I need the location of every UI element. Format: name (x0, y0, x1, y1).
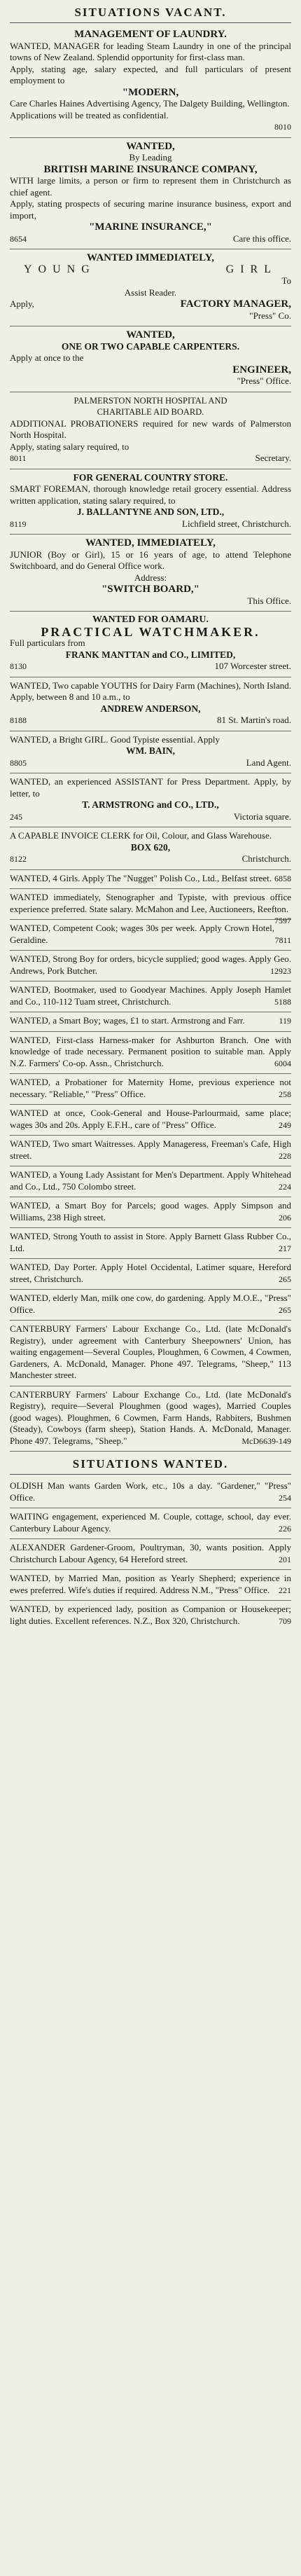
ad-firm: T. ARMSTRONG and CO., LTD., (82, 799, 219, 810)
ad-body: A CAPABLE INVOICE CLERK for Oil, Colour, and Glass Warehouse. (10, 830, 272, 841)
ad-maternity-probationer (10, 1074, 291, 1105)
ad-body: ALEXANDER Gardener-Groom, Poultryman, 30, wants position. Apply Christchurch Labour Agency, 64 Hereford street. (10, 1542, 291, 1564)
ad-body: WANTED, a Probationer for Maternity Home, previous experience not necessary. "Reliable," "Press" Office. (10, 1077, 291, 1099)
ad-carpenters (10, 326, 291, 392)
ad-firm: BRITISH MARINE INSURANCE COMPANY, (43, 163, 258, 175)
ad-firm: FRANK MANTTAN and CO., LIMITED, (65, 649, 236, 660)
ad-press: "Press" Co. (249, 310, 291, 321)
ad-harness-maker (10, 1032, 291, 1075)
ad-number: 8011 (10, 453, 27, 463)
ad-number: 258 (279, 1089, 291, 1099)
ad-city: Christchurch. (241, 853, 291, 864)
ad-bright-girl (10, 731, 291, 774)
ad-number: 709 (279, 1616, 291, 1626)
ad-yearly-shepherd (10, 1570, 291, 1601)
ad-number: 12923 (270, 965, 291, 976)
ad-competent-cook (10, 920, 291, 951)
ad-body: CANTERBURY Farmers' Labour Exchange Co., Ltd. (late McDonald's Registry), under agreement with Canterbury Sheepowners' Union, has waiting engagement—Several Couples, Ploughmen, 6 Cowmen, 4 Cowmen, Gardeners, A. McDonald, Manager. Phone 497. Telegrams, "Sheep," 113 Manchester street. (10, 1323, 291, 1380)
ad-body: OLDISH Man wants Garden Work, etc., 10s a day. "Gardener," "Press" Office. (10, 1480, 291, 1503)
ad-number: 6858 (274, 873, 291, 883)
ad-country-store-foreman (10, 469, 291, 535)
ad-addr: Lichfield street, Christchurch. (182, 518, 291, 529)
ad-polish-girls (10, 870, 291, 890)
ad-stenographer (10, 889, 291, 925)
ad-laundry-manager (10, 26, 291, 138)
ad-body: WANTED, Strong Youth to assist in Store. Apply Barnett Glass Rubber Co., Ltd. (10, 1231, 291, 1253)
ad-number: 254 (279, 1492, 291, 1503)
ad-number: 5188 (274, 996, 291, 1007)
ad-waitresses (10, 1136, 291, 1166)
ad-labour-exchange-2 (10, 1386, 291, 1452)
ad-apply: Apply, stating age, salary expected, and full particulars of present employment to (10, 63, 291, 85)
ad-org-line1: PALMERSTON NORTH HOSPITAL AND (74, 395, 227, 406)
ad-office: This Office. (247, 595, 291, 606)
ad-body: WANTED, First-class Harness-maker for Ashburton Branch. One with knowledge of trade necessary. Permanent position to suitable man. Apply N.Z. Farmers' Co-op. Assn., Christchurch. (10, 1034, 291, 1068)
ad-body: SMART FOREMAN, thorough knowledge retail grocery essential. Address written application, stating salary required, to (10, 483, 291, 506)
ad-number: 8805 (10, 757, 27, 768)
ad-number: 226 (279, 1523, 291, 1534)
ad-confidential: Applications will be treated as confidential. (10, 109, 169, 120)
ad-body: WANTED, an experienced ASSISTANT for Press Department. Apply, by letter, to (10, 776, 291, 799)
ad-companion-housekeeper (10, 1601, 291, 1631)
ad-oldish-man (10, 1478, 291, 1508)
ad-body: WANTED at once, Cook-General and House-Parlourmaid, same place; wages 30s and 20s. Apply E.F.H., care of "Press" Office. (10, 1108, 291, 1130)
ad-org-line2: CHARITABLE AID BOARD. (97, 407, 204, 417)
ad-number: 265 (279, 1304, 291, 1315)
ad-body: WANTED, a Young Lady Assistant for Men's Department. Apply Whitehead and Co., Ltd., 750 Colombo street. (10, 1169, 291, 1192)
ad-number: 206 (279, 1212, 291, 1222)
ad-number: 8130 (10, 661, 27, 671)
ad-body: WANTED, 4 Girls. Apply The "Nugget" Polish Co., Ltd., Belfast street. (10, 872, 272, 883)
ad-cook-general (10, 1105, 291, 1136)
ad-number: 8119 (10, 518, 27, 529)
ad-number: 228 (279, 1150, 291, 1161)
ad-body: WANTED, Competent Cook; wages 30s per week. Apply Crown Hotel, Geraldine. (10, 923, 274, 945)
ad-by: By Leading (129, 152, 172, 163)
ad-body: JUNIOR (Boy or Girl), 15 or 16 years of age, to attend Telephone Switchboard, and do General Office work. (10, 549, 291, 571)
ad-dairy-youths (10, 677, 291, 731)
ad-head: WANTED, (126, 140, 175, 152)
ad-body: ADDITIONAL PROBATIONERS required for new wards of Palmerston North Hospital. (10, 418, 291, 440)
ad-body: WANTED, Two smart Waitresses. Apply Manageress, Freeman's Cafe, High street. (10, 1138, 291, 1161)
ad-body: WANTED, Day Porter. Apply Hotel Occidental, Latimer square, Hereford street, Christchurch. (10, 1262, 291, 1284)
ad-body: WANTED, a Smart Boy; wages, £1 to start. Armstrong and Farr. (10, 1015, 245, 1026)
ad-number: 249 (279, 1120, 291, 1130)
ad-word-young: YOUNG (24, 263, 96, 275)
ad-body: WANTED, Two capable YOUTHS for Dairy Farm (Machines), North Island. Apply, between 8 and 10 a.m., to (10, 680, 291, 702)
ad-care: Care Charles Haines Advertising Agency, The Dalgety Building, Wellington. (10, 98, 290, 109)
ad-addr: Victoria square. (233, 811, 291, 822)
ad-body: WANTED, Bootmaker, used to Goodyear Machines. Apply Joseph Hamlet and Co., 110-112 Tuam street, Christchurch. (10, 984, 291, 1007)
ad-number: 265 (279, 1274, 291, 1284)
ad-elderly-man (10, 1290, 291, 1321)
ad-head: WANTED IMMEDIATELY, (87, 252, 214, 263)
ad-body: WANTED, MANAGER for leading Steam Laundry in one of the principal towns of New Zealand. Splendid opportunity for first-class man. (10, 40, 291, 62)
ad-strong-boy-orders (10, 951, 291, 982)
ad-full: Full particulars from (10, 638, 85, 648)
ad-body: WANTED, a Bright GIRL. Good Typiste essential. Apply (10, 733, 220, 745)
ad-day-porter (10, 1259, 291, 1290)
ad-firm: J. BALLANTYNE AND SON, LTD., (76, 507, 225, 517)
section-heading-wanted: SITUATIONS WANTED. (10, 1456, 291, 1475)
ad-addr: 107 Worcester street. (214, 661, 291, 671)
ad-press-assistant (10, 773, 291, 827)
ad-body: WITH large limits, a person or firm to represent them in Christchurch as chief agent. (10, 175, 291, 198)
ad-role: Land Agent. (246, 757, 291, 768)
ad-head: WANTED, (126, 329, 175, 340)
ad-number: 8654 (10, 233, 27, 244)
ad-number: 224 (279, 1181, 291, 1192)
ad-body: PRACTICAL WATCHMAKER. (41, 624, 260, 639)
ad-name: "MARINE INSURANCE," (89, 221, 212, 233)
ad-to: To (281, 275, 291, 286)
ad-apply: Apply, stating prospects of securing marine insurance business, export and import, (10, 198, 291, 221)
ad-bootmaker (10, 982, 291, 1012)
ad-word-girl: GIRL (225, 263, 277, 275)
ad-addr: 81 St. Martin's road. (217, 715, 291, 725)
ad-secretary: Secretary. (255, 453, 291, 463)
ad-waiting-couple (10, 1508, 291, 1539)
ad-care: Care this office. (232, 233, 291, 244)
ad-apply: Apply at once to the (10, 352, 84, 363)
ad-switchboard-junior (10, 535, 291, 612)
ad-body: WANTED immediately, Stenographer and Typiste, with previous office experience preferred. State salary. McMahon and Lee, Auctioneers, Reefton. (10, 892, 291, 914)
ad-body: CANTERBURY Farmers' Labour Exchange Co., Ltd. (late McDonald's Registry), require—Several Ploughmen (good wages), Married Couples (good wages). Ploughmen, 6 Cowmen, Farm Hands, Rabbiters, Bushmen (Steady), Cowboys (farm sheep), Station Hands. A. McDonald, Manager. Phone 497. Telegrams, "Sheep." (10, 1389, 291, 1446)
ad-young-lady-assistant (10, 1166, 291, 1197)
ad-number: McD6639-149 (241, 1435, 291, 1446)
ad-box: BOX 620, (130, 841, 171, 853)
ad-head: WANTED, IMMEDIATELY, (85, 537, 216, 549)
ad-young-girl (10, 249, 291, 326)
ad-who: WM. BAIN, (125, 745, 176, 756)
ad-invoice-clerk (10, 827, 291, 870)
ad-number: 217 (279, 1243, 291, 1253)
ad-number: 221 (279, 1585, 291, 1595)
ad-number: 7811 (274, 935, 291, 945)
ad-number: 245 (10, 811, 22, 822)
ad-number: 8010 (274, 122, 291, 132)
ad-number: 8122 (10, 854, 27, 864)
ad-who: ANDREW ANDERSON, (100, 703, 201, 714)
ad-office: "Press" Office. (237, 376, 291, 386)
ad-title: FOR GENERAL COUNTRY STORE. (73, 471, 228, 483)
ad-body: WANTED, by experienced lady, position as Companion or Housekeeper; light duties. Excellent references. N.Z., Box 320, Christchurch. (10, 1604, 291, 1626)
ad-apply: Apply, stating salary required, to (10, 441, 130, 452)
ad-name: "MODERN, (122, 86, 179, 98)
ad-body: WAITING engagement, experienced M. Couple, cottage, school, day ever. Canterbury Labour Agency. (10, 1511, 291, 1534)
ad-name: "SWITCH BOARD," (101, 584, 200, 595)
ad-assist: Assist Reader. (124, 287, 177, 298)
ad-body: WANTED, elderly Man, milk one cow, do gardening. Apply M.O.E., "Press" Office. (10, 1293, 291, 1315)
ad-marine-insurance (10, 138, 291, 250)
ad-parcels-boy (10, 1197, 291, 1228)
ad-apply: Apply, (10, 298, 34, 309)
ad-smart-boy (10, 1012, 291, 1032)
ad-title: WANTED FOR OAMARU. (92, 614, 209, 625)
ad-body: WANTED, Strong Boy for orders, bicycle supplied; good wages. Apply Geo. Andrews, Pork Butcher. (10, 953, 291, 976)
ad-number: 119 (279, 1016, 291, 1026)
ad-number: 201 (279, 1554, 291, 1564)
ad-number: 8188 (10, 715, 27, 725)
ad-watchmaker (10, 612, 291, 677)
ad-store-youth (10, 1228, 291, 1259)
ad-address-label: Address: (134, 572, 167, 583)
ad-engineer: ENGINEER, (232, 364, 291, 376)
ad-body: WANTED, by Married Man, position as Yearly Shepherd; experience in ewes preferred. Wife's duties if required. Address N.M., "Press" Office. (10, 1573, 291, 1595)
section-heading-vacant: SITUATIONS VACANT. (10, 4, 291, 23)
ad-number: 7597 (274, 916, 291, 925)
ad-body: ONE OR TWO CAPABLE CARPENTERS. (61, 340, 240, 352)
ad-gardener-groom (10, 1539, 291, 1570)
ad-hospital-probationers (10, 392, 291, 469)
ad-body: WANTED, a Smart Boy for Parcels; good wages. Apply Simpson and Williams, 238 High street. (10, 1200, 291, 1222)
ad-number: 6004 (274, 1058, 291, 1068)
ad-labour-exchange-1 (10, 1321, 291, 1386)
ad-title: MANAGEMENT OF LAUNDRY. (74, 29, 227, 40)
ad-who: FACTORY MANAGER, (180, 298, 291, 310)
